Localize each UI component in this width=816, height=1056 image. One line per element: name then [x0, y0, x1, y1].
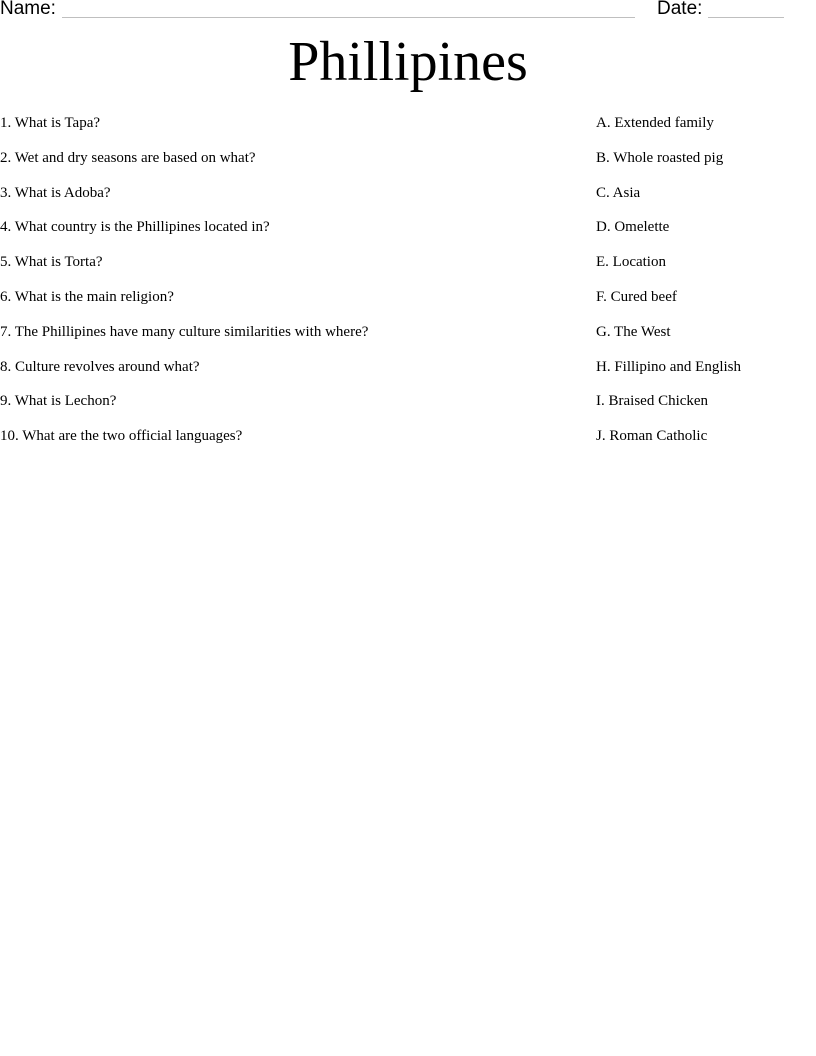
page-title: Phillipines [288, 31, 528, 93]
answer-list [596, 112, 811, 460]
answer-item: C. Asia [596, 184, 641, 201]
question-item: 9. What is Lechon? [0, 393, 117, 410]
date-field[interactable] [708, 17, 784, 18]
answer-item: J. Roman Catholic [596, 428, 708, 445]
answer-item: E. Location [596, 254, 666, 271]
answer-item: B. Whole roasted pig [596, 149, 724, 166]
question-item: 10. What are the two official languages? [0, 428, 243, 445]
question-item: 3. What is Adoba? [0, 184, 111, 201]
name-label: Name: [0, 0, 56, 19]
question-item: 5. What is Torta? [0, 254, 103, 271]
date-label: Date: [657, 0, 703, 19]
question-item: 6. What is the main religion? [0, 288, 174, 305]
question-item: 1. What is Tapa? [0, 115, 101, 131]
question-item: 8. Culture revolves around what? [0, 358, 200, 375]
answer-item: A. Extended family [596, 115, 714, 131]
name-field[interactable] [62, 17, 635, 18]
answer-item: D. Omelette [596, 219, 670, 236]
question-item: 2. Wet and dry seasons are based on what? [0, 149, 256, 166]
question-list [0, 112, 580, 460]
answer-item: F. Cured beef [596, 288, 677, 305]
answer-item: H. Fillipino and English [596, 358, 742, 375]
question-item: 4. What country is the Phillipines located in? [0, 219, 270, 236]
question-item: 7. The Phillipines have many culture similarities with where? [0, 323, 369, 340]
answer-item: G. The West [596, 323, 671, 340]
answer-item: I. Braised Chicken [596, 393, 709, 410]
worksheet-header [0, 0, 790, 24]
